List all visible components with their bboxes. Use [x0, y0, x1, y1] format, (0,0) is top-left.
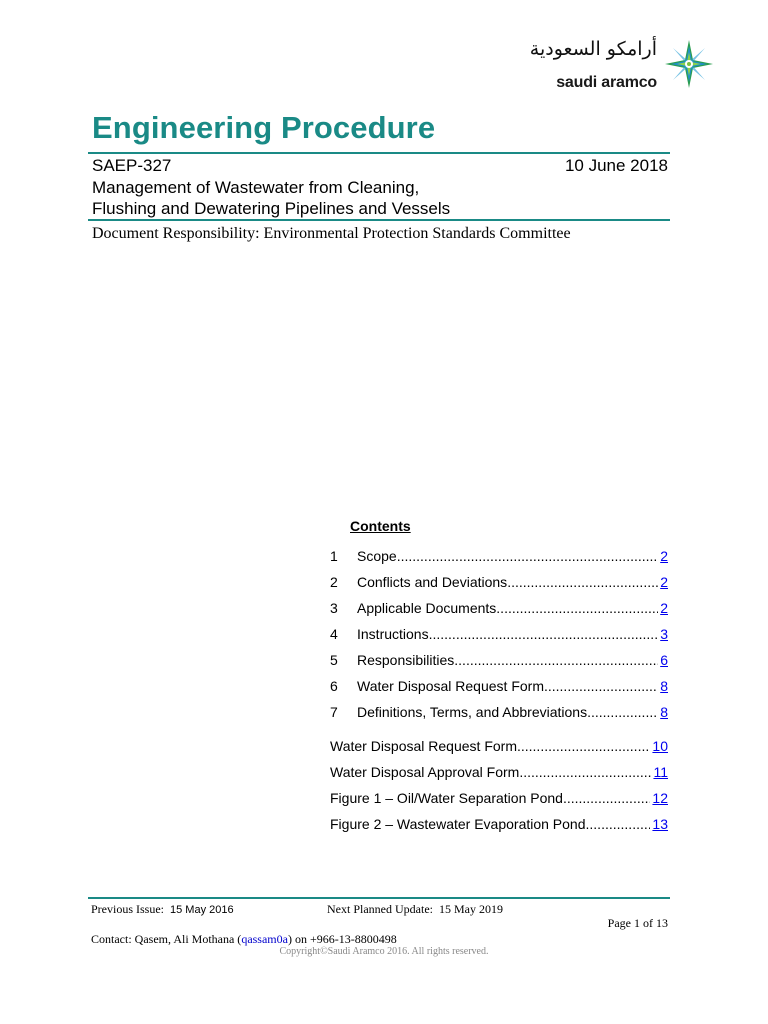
toc-number: 2 [330, 574, 338, 590]
toc-number: 5 [330, 652, 338, 668]
toc-leader [429, 626, 659, 642]
footer-divider [88, 897, 670, 899]
toc-label: Definitions, Terms, and Abbreviations [357, 704, 588, 720]
previous-issue-value: 15 May 2016 [170, 904, 234, 916]
toc-appendix-entry[interactable] [330, 734, 668, 754]
toc-page-link[interactable]: 8 [660, 704, 668, 720]
logo-latin-text: saudi aramco [556, 74, 657, 91]
subtitle-line-1: Management of Wastewater from Cleaning, [92, 178, 420, 197]
document-type-title: Engineering Procedure [92, 110, 436, 145]
toc-appendix-entry[interactable] [330, 760, 668, 780]
toc-leader [496, 600, 658, 616]
toc-entry[interactable] [330, 544, 668, 564]
document-responsibility: Document Responsibility: Environmental Protection Standards Committee [92, 225, 571, 242]
title-divider [88, 152, 670, 154]
page-number: Page 1 of 13 [607, 916, 668, 930]
toc-number: 7 [330, 704, 338, 720]
toc-leader [544, 678, 658, 694]
toc-entry[interactable] [330, 570, 668, 590]
subtitle-line-2: Flushing and Dewatering Pipelines and Vessels [92, 199, 451, 218]
toc-number: 6 [330, 678, 338, 694]
subtitle-divider [88, 219, 670, 221]
document-number: SAEP-327 [92, 156, 172, 175]
toc-label: Conflicts and Deviations [357, 574, 508, 590]
toc-entry[interactable] [330, 622, 668, 642]
toc-leader [586, 816, 651, 832]
saudi-aramco-logo [530, 38, 715, 100]
toc-label: Responsibilities [357, 652, 455, 668]
toc-entry[interactable] [330, 596, 668, 616]
toc-appendix-entry[interactable] [330, 786, 668, 806]
toc-page-link[interactable]: 3 [660, 626, 668, 642]
contact-suffix: ) on +966-13-8800498 [287, 932, 397, 946]
toc-appendix-entry[interactable] [330, 812, 668, 832]
copyright-notice: Copyright©Saudi Aramco 2016. All rights reserved. [279, 946, 489, 957]
toc-page-link[interactable]: 10 [652, 738, 668, 754]
toc-entry[interactable] [330, 674, 668, 694]
toc-label: Water Disposal Request Form [357, 678, 544, 694]
toc-leader [519, 764, 651, 780]
contact-line [91, 932, 397, 947]
toc-entry[interactable] [330, 700, 668, 720]
toc-entry[interactable] [330, 648, 668, 668]
toc-leader [517, 738, 650, 754]
logo-arabic-text: أرامكو السعودية [529, 38, 657, 60]
toc-page-link[interactable]: 11 [653, 764, 668, 780]
toc-number: 1 [330, 548, 338, 564]
toc-page-link[interactable]: 2 [660, 600, 668, 616]
toc-page-link[interactable]: 13 [652, 816, 668, 832]
toc-leader [507, 574, 658, 590]
previous-issue [91, 902, 234, 917]
contact-prefix: Contact: Qasem, Ali Mothana ( [91, 932, 242, 946]
next-update-value: 15 May 2019 [438, 902, 503, 916]
toc-label: Water Disposal Request Form [330, 738, 517, 754]
toc-number: 3 [330, 600, 338, 616]
toc-label: Instructions [357, 626, 429, 642]
toc-page-link[interactable]: 2 [660, 548, 668, 564]
toc-number: 4 [330, 626, 338, 642]
contents-heading: Contents [350, 518, 411, 534]
next-update-label: Next Planned Update: [327, 902, 433, 916]
toc-page-link[interactable]: 8 [660, 678, 668, 694]
aramco-star-icon [663, 38, 715, 90]
toc-label: Applicable Documents [357, 600, 497, 616]
toc-leader [454, 652, 658, 668]
toc-page-link[interactable]: 2 [660, 574, 668, 590]
contact-email-link[interactable]: qassam0a [241, 932, 288, 946]
issue-date: 10 June 2018 [564, 156, 668, 175]
next-planned-update [327, 902, 503, 917]
toc-page-link[interactable]: 6 [660, 652, 668, 668]
toc-label: Scope [357, 548, 397, 564]
previous-issue-label: Previous Issue: [91, 902, 164, 916]
toc-leader [587, 704, 658, 720]
toc-leader [563, 790, 650, 806]
toc-label: Figure 1 – Oil/Water Separation Pond [330, 790, 563, 806]
document-subtitle [92, 177, 450, 219]
toc-leader [397, 548, 659, 564]
toc-page-link[interactable]: 12 [652, 790, 668, 806]
toc-label: Figure 2 – Wastewater Evaporation Pond [330, 816, 586, 832]
toc-label: Water Disposal Approval Form [330, 764, 520, 780]
